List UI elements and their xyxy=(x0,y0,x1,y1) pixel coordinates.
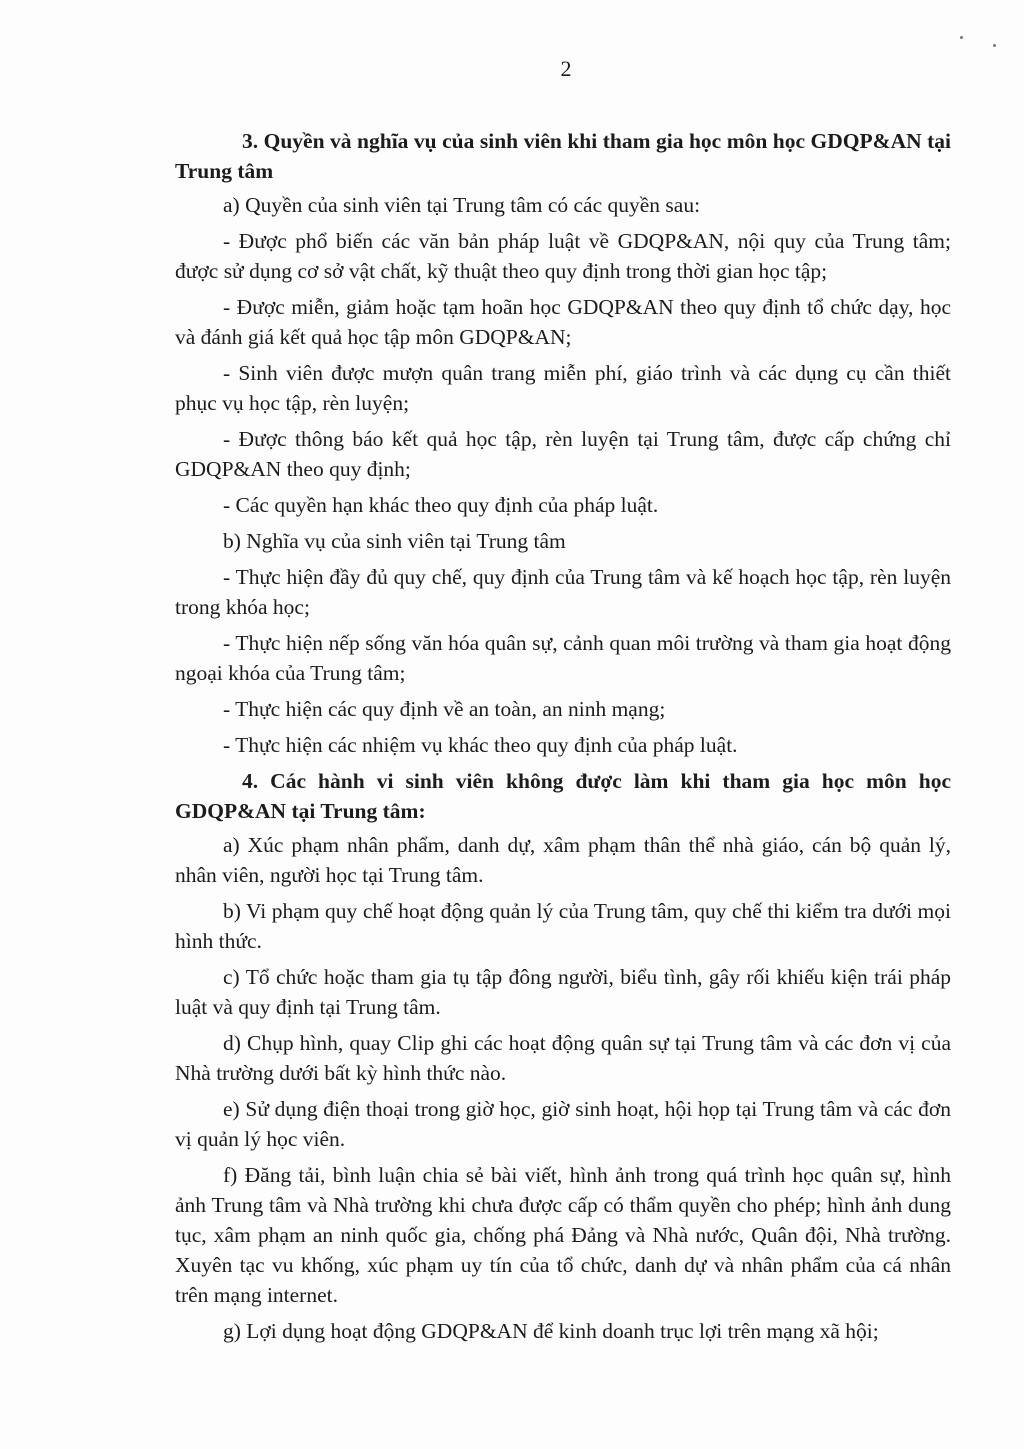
prohibited-item: f) Đăng tải, bình luận chia sẻ bài viết, hình ảnh trong quá trình học quân sự, hình ảnh Trung tâm và Nhà trường khi chưa được cấp có thẩm quyền cho phép; hình ảnh dung tục, xâm phạm an ninh quốc gia, chống phá Đảng và Nhà nước, Quân đội, Nhà trường. Xuyên tạc vu khống, xúc phạm uy tín của tổ chức, danh dự và nhân phẩm của cá nhân trên mạng internet. xyxy=(175,1163,951,1307)
prohibited-item: c) Tổ chức hoặc tham gia tụ tập đông người, biểu tình, gây rối khiếu kiện trái pháp luật và quy định tại Trung tâm. xyxy=(175,965,951,1019)
page-number: 2 xyxy=(560,56,572,81)
duties-item: - Thực hiện nếp sống văn hóa quân sự, cảnh quan môi trường và tham gia hoạt động ngoại khóa của Trung tâm; xyxy=(175,631,951,685)
rights-item: - Được thông báo kết quả học tập, rèn luyện tại Trung tâm, được cấp chứng chỉ GDQP&AN theo quy định; xyxy=(175,427,951,481)
prohibited-item: g) Lợi dụng hoạt động GDQP&AN để kinh doanh trục lợi trên mạng xã hội; xyxy=(223,1319,879,1343)
duties-item: - Thực hiện đầy đủ quy chế, quy định của Trung tâm và kế hoạch học tập, rèn luyện trong khóa học; xyxy=(175,565,951,619)
prohibited-item: e) Sử dụng điện thoại trong giờ học, giờ sinh hoạt, hội họp tại Trung tâm và các đơn vị quản lý học viên. xyxy=(175,1097,951,1151)
scan-speck xyxy=(993,44,996,47)
rights-intro: a) Quyền của sinh viên tại Trung tâm có các quyền sau: xyxy=(223,193,701,217)
section-3-heading: 3. Quyền và nghĩa vụ của sinh viên khi tham gia học môn học GDQP&AN tại Trung tâm xyxy=(175,129,951,183)
rights-item: - Các quyền hạn khác theo quy định của pháp luật. xyxy=(223,493,659,517)
duties-intro: b) Nghĩa vụ của sinh viên tại Trung tâm xyxy=(223,529,566,553)
prohibited-item: d) Chụp hình, quay Clip ghi các hoạt động quân sự tại Trung tâm và các đơn vị của Nhà trường dưới bất kỳ hình thức nào. xyxy=(175,1031,951,1085)
section-4-heading: 4. Các hành vi sinh viên không được làm khi tham gia học môn học GDQP&AN tại Trung tâm: xyxy=(175,769,951,823)
scan-speck xyxy=(960,36,963,39)
rights-item: - Sinh viên được mượn quân trang miễn phí, giáo trình và các dụng cụ cần thiết phục vụ học tập, rèn luyện; xyxy=(175,361,951,415)
prohibited-item: a) Xúc phạm nhân phẩm, danh dự, xâm phạm thân thể nhà giáo, cán bộ quản lý, nhân viên, người học tại Trung tâm. xyxy=(175,833,951,887)
rights-item: - Được miễn, giảm hoặc tạm hoãn học GDQP&AN theo quy định tổ chức dạy, học và đánh giá kết quả học tập môn GDQP&AN; xyxy=(175,295,951,349)
prohibited-item: b) Vi phạm quy chế hoạt động quản lý của Trung tâm, quy chế thi kiểm tra dưới mọi hình thức. xyxy=(175,899,951,953)
duties-item: - Thực hiện các nhiệm vụ khác theo quy định của pháp luật. xyxy=(223,733,738,757)
rights-item: - Được phổ biến các văn bản pháp luật về GDQP&AN, nội quy của Trung tâm; được sử dụng cơ sở vật chất, kỹ thuật theo quy định trong thời gian học tập; xyxy=(175,229,951,283)
document-body xyxy=(175,126,951,1352)
duties-item: - Thực hiện các quy định về an toàn, an ninh mạng; xyxy=(223,697,666,721)
